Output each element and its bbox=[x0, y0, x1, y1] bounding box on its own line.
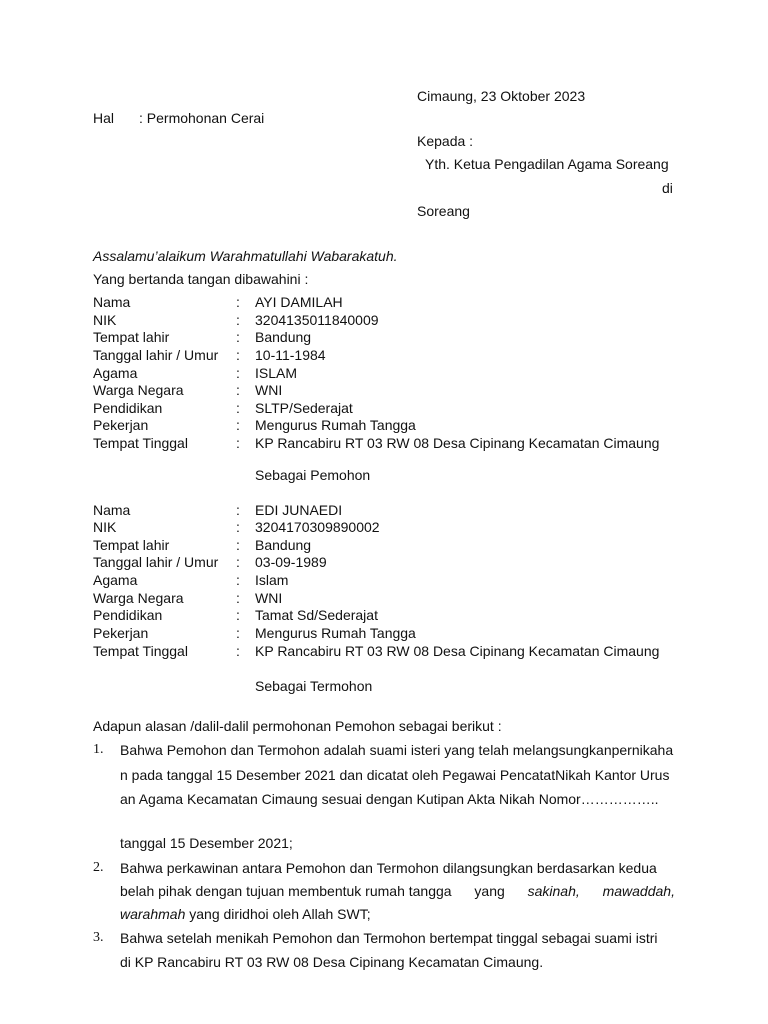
item-2-word-warahmah: warahmah bbox=[120, 906, 186, 922]
item-2-line-3 bbox=[120, 906, 371, 922]
termohon-tempat-lahir: Bandung bbox=[255, 537, 312, 553]
termohon-nik-row bbox=[0, 519, 768, 537]
colon: : bbox=[236, 435, 240, 451]
label-tanggal-lahir: Tanggal lahir / Umur bbox=[93, 554, 219, 570]
colon: : bbox=[236, 365, 240, 381]
label-warga-negara: Warga Negara bbox=[93, 590, 184, 606]
pemohon-tempat-tinggal: KP Rancabiru RT 03 RW 08 Desa Cipinang Kecamatan Cimaung bbox=[255, 435, 660, 451]
label-warga-negara: Warga Negara bbox=[93, 382, 184, 398]
item-2-word-sakinah: sakinah, bbox=[527, 883, 580, 899]
termohon-pendidikan-row bbox=[0, 607, 768, 625]
item-1-line-2: n pada tanggal 15 Desember 2021 dan dicatat oleh Pegawai PencatatNikah Kantor Urus bbox=[120, 767, 670, 783]
termohon-nik: 3204170309890002 bbox=[255, 519, 380, 535]
pemohon-warga-negara: WNI bbox=[255, 382, 283, 398]
pemohon-nama: AYI DAMILAH bbox=[255, 294, 343, 310]
item-2-word: belah pihak dengan tujuan membentuk rumah tangga bbox=[120, 883, 452, 899]
pemohon-nik-row bbox=[0, 312, 768, 330]
termohon-pendidikan: Tamat Sd/Sederajat bbox=[255, 607, 378, 623]
termohon-tanggal-lahir: 03-09-1989 bbox=[255, 554, 327, 570]
colon: : bbox=[236, 294, 240, 310]
item-2-word-mawaddah: mawaddah, bbox=[602, 883, 675, 899]
pemohon-pendidikan: SLTP/Sederajat bbox=[255, 400, 353, 416]
termohon-agama: Islam bbox=[255, 572, 289, 588]
item-2-line-1: Bahwa perkawinan antara Pemohon dan Termohon dilangsungkan berdasarkan kedua bbox=[120, 860, 657, 876]
label-agama: Agama bbox=[93, 572, 138, 588]
colon: : bbox=[236, 572, 240, 588]
label-nama: Nama bbox=[93, 294, 131, 310]
pemohon-tempat-tinggal-row bbox=[0, 435, 768, 453]
label-tempat-tinggal: Tempat Tinggal bbox=[93, 435, 188, 451]
recipient-di: di bbox=[662, 180, 673, 196]
pemohon-nama-row bbox=[0, 294, 768, 312]
item-1-line-4: tanggal 15 Desember 2021; bbox=[120, 835, 293, 851]
colon: : bbox=[236, 417, 240, 433]
termohon-agama-row bbox=[0, 572, 768, 590]
pemohon-nik: 3204135011840009 bbox=[255, 312, 379, 328]
item-2-line-3-rest: yang diridhoi oleh Allah SWT; bbox=[185, 906, 371, 922]
label-nama: Nama bbox=[93, 502, 131, 518]
pemohon-warga-negara-row bbox=[0, 382, 768, 400]
label-pendidikan: Pendidikan bbox=[93, 607, 163, 623]
hal-label: Hal bbox=[93, 110, 115, 126]
intro-text: Yang bertanda tangan dibawahini : bbox=[93, 271, 309, 287]
pemohon-pekerjan-row bbox=[0, 417, 768, 435]
termohon-tempat-tinggal: KP Rancabiru RT 03 RW 08 Desa Cipinang Kecamatan Cimaung bbox=[255, 643, 660, 659]
pemohon-pendidikan-row bbox=[0, 400, 768, 418]
pemohon-pekerjan: Mengurus Rumah Tangga bbox=[255, 417, 416, 433]
termohon-warga-negara: WNI bbox=[255, 590, 283, 606]
pemohon-agama: ISLAM bbox=[255, 365, 298, 381]
place-date: Cimaung, 23 Oktober 2023 bbox=[417, 88, 586, 104]
label-tempat-lahir: Tempat lahir bbox=[93, 537, 170, 553]
label-nik: NIK bbox=[93, 519, 117, 535]
item-1-line-3: an Agama Kecamatan Cimaung sesuai dengan Kutipan Akta Nikah Nomor…………….. bbox=[120, 791, 659, 807]
label-pekerjan: Pekerjan bbox=[93, 417, 149, 433]
colon: : bbox=[236, 607, 240, 623]
pemohon-tempat-lahir-row bbox=[0, 329, 768, 347]
colon: : bbox=[236, 625, 240, 641]
termohon-tempat-lahir-row bbox=[0, 537, 768, 555]
item-number: 1. bbox=[93, 742, 104, 757]
hal-value: : Permohonan Cerai bbox=[139, 110, 265, 126]
label-tempat-tinggal: Tempat Tinggal bbox=[93, 643, 188, 659]
item-1-line-1: Bahwa Pemohon dan Termohon adalah suami isteri yang telah melangsungkanpernikaha bbox=[120, 742, 674, 758]
pemohon-role: Sebagai Pemohon bbox=[255, 467, 371, 483]
item-2-line-2 bbox=[120, 883, 675, 899]
termohon-tanggal-lahir-row bbox=[0, 554, 768, 572]
item-3-line-2: di KP Rancabiru RT 03 RW 08 Desa Cipinang Kecamatan Cimaung. bbox=[120, 954, 544, 970]
reasons-intro: Adapun alasan /dalil-dalil permohonan Pemohon sebagai berikut : bbox=[93, 718, 502, 734]
label-nik: NIK bbox=[93, 312, 117, 328]
label-tanggal-lahir: Tanggal lahir / Umur bbox=[93, 347, 219, 363]
termohon-nama: EDI JUNAEDI bbox=[255, 502, 343, 518]
pemohon-tanggal-lahir-row bbox=[0, 347, 768, 365]
greeting: Assalamu’alaikum Warahmatullahi Wabarakatuh. bbox=[93, 248, 398, 264]
pemohon-tanggal-lahir: 10-11-1984 bbox=[255, 347, 326, 363]
pemohon-tempat-lahir: Bandung bbox=[255, 329, 312, 345]
recipient: Yth. Ketua Pengadilan Agama Soreang bbox=[425, 156, 669, 172]
label-pendidikan: Pendidikan bbox=[93, 400, 163, 416]
colon: : bbox=[236, 400, 240, 416]
colon: : bbox=[236, 519, 240, 535]
termohon-tempat-tinggal-row bbox=[0, 643, 768, 661]
recipient-city: Soreang bbox=[417, 203, 470, 219]
colon: : bbox=[236, 554, 240, 570]
item-number: 2. bbox=[93, 860, 104, 875]
label-agama: Agama bbox=[93, 365, 138, 381]
termohon-warga-negara-row bbox=[0, 590, 768, 608]
colon: : bbox=[236, 590, 240, 606]
colon: : bbox=[236, 643, 240, 659]
colon: : bbox=[236, 312, 240, 328]
colon: : bbox=[236, 347, 240, 363]
kepada-label: Kepada : bbox=[417, 133, 474, 149]
item-number: 3. bbox=[93, 930, 104, 945]
colon: : bbox=[236, 537, 240, 553]
colon: : bbox=[236, 382, 240, 398]
item-2-word: yang bbox=[474, 883, 505, 899]
label-pekerjan: Pekerjan bbox=[93, 625, 149, 641]
colon: : bbox=[236, 502, 240, 518]
item-3-line-1: Bahwa setelah menikah Pemohon dan Termohon bertempat tinggal sebagai suami istri bbox=[120, 930, 658, 946]
colon: : bbox=[236, 329, 240, 345]
termohon-pekerjan: Mengurus Rumah Tangga bbox=[255, 625, 416, 641]
termohon-pekerjan-row bbox=[0, 625, 768, 643]
termohon-role: Sebagai Termohon bbox=[255, 678, 373, 694]
termohon-nama-row bbox=[0, 502, 768, 520]
label-tempat-lahir: Tempat lahir bbox=[93, 329, 170, 345]
pemohon-agama-row bbox=[0, 365, 768, 383]
